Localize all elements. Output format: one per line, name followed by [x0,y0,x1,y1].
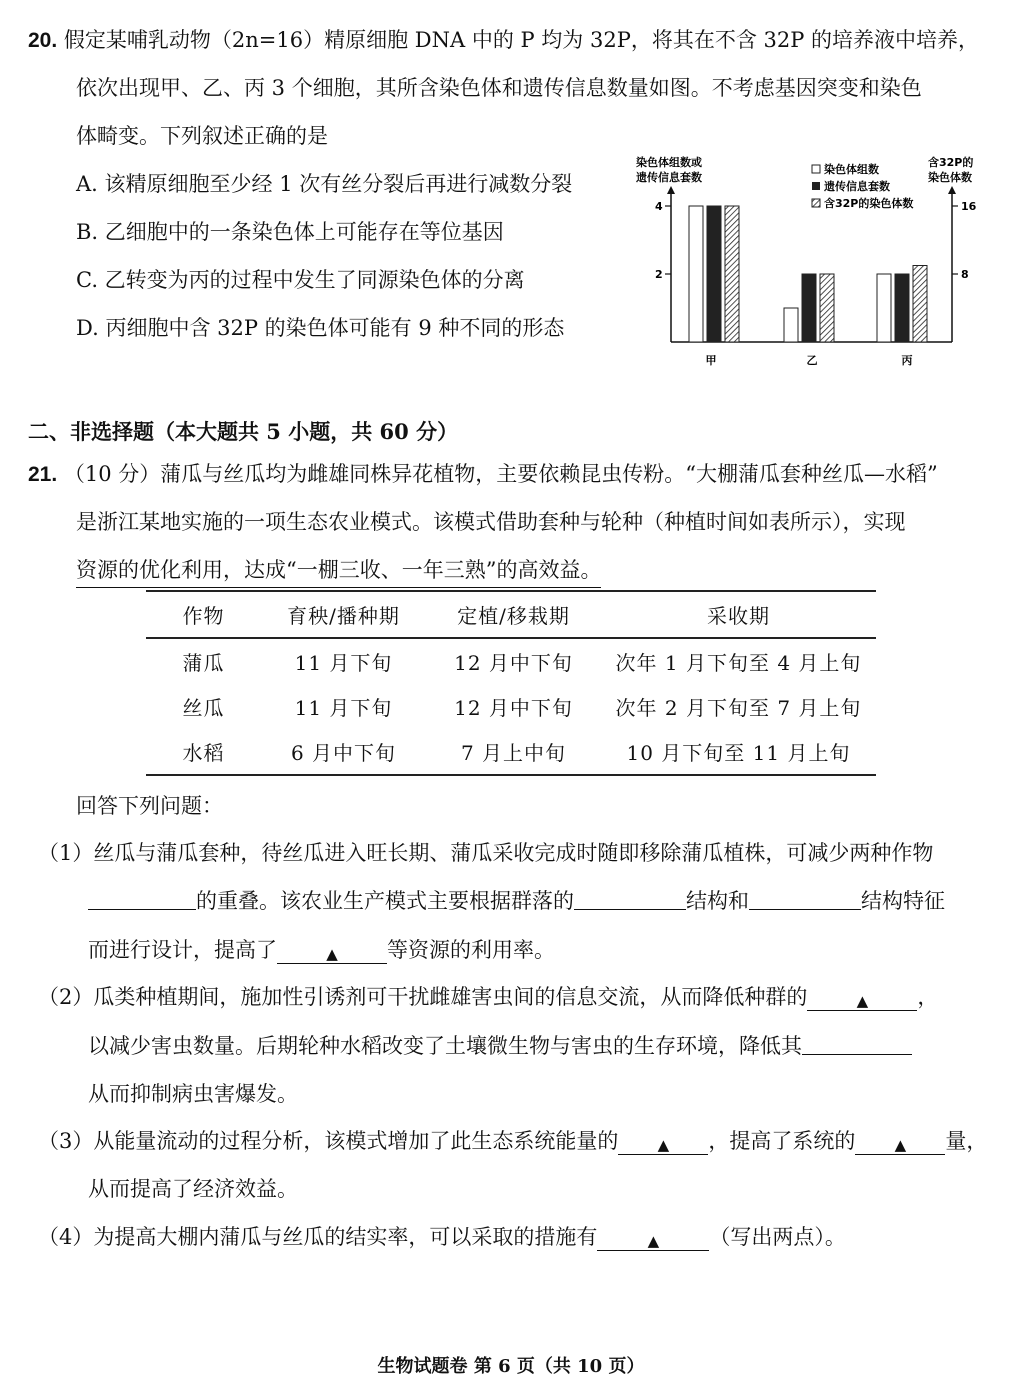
q21-intro-line1: （10 分）蒲瓜与丝瓜均为雌雄同株异花植物，主要依赖昆虫传粉。“大棚蒲瓜套种丝瓜—水稻” [63,462,938,486]
right-tick-8: 8 [961,268,969,281]
left-tick-4: 4 [655,200,663,213]
q21-part2-line2 [88,1036,912,1057]
legend-swatch-hatched [812,199,820,207]
q20-number: 20. [28,29,58,52]
legend-label-3: 含32P的染色体数 [824,197,914,210]
table-cell: 次年 2 月下旬至 7 月上旬 [615,696,862,720]
left-axis-label-1: 染色体组数或 [636,156,702,169]
table-cell: 6 月中下旬 [290,741,397,765]
q20-line-1 [28,30,979,51]
q21-part1-line1: （1）丝瓜与蒲瓜套种，待丝瓜进入旺长期、蒲瓜采收完成时随即移除蒲瓜植株，可减少两种作物 [38,841,934,865]
answer-blank-7[interactable]: ▲ [618,1136,708,1155]
table-cell: 水稻 [182,741,225,765]
left-tick-2: 2 [655,268,663,281]
category-label-bing: 丙 [901,354,913,367]
bar-甲-含32P的染色体数 [725,206,739,342]
q21-prompt: 回答下列问题： [76,794,223,818]
right-axis-label-2: 染色体数 [928,171,972,184]
q21-part2-text-c: 以减少害虫数量。后期轮种水稻改变了土壤微生物与害虫的生存环境，降低其 [88,1034,802,1058]
category-label-yi: 乙 [806,354,818,367]
table-cell: 次年 1 月下旬至 4 月上旬 [615,651,862,675]
q20-stem-line1: 假定某哺乳动物（2n=16）精原细胞 DNA 中的 P 均为 32P，将其在不含 32P 的培养液中培养， [63,28,980,52]
bar-丙-染色体组数 [877,274,891,342]
table-cell: 11 月下旬 [294,651,393,675]
table-cell: 10 月下旬至 11 月上旬 [626,741,851,765]
bar-乙-遗传信息套数 [802,274,816,342]
table-header-cell: 育秧/播种期 [287,604,400,628]
q20-option-c[interactable]: C. 乙转变为丙的过程中发生了同源染色体的分离 [76,268,525,292]
q20-stem-line3: 体畸变。下列叙述正确的是 [76,124,328,148]
table-header-row [146,591,876,638]
q21-part3-line2: 从而提高了经济效益。 [88,1177,298,1201]
q21-part1-line2 [88,891,945,912]
right-axis-label-1: 含32P的 [928,156,974,169]
table-row [146,638,876,684]
q21-part1-text-d: 结构特征 [861,889,945,913]
legend-swatch-white [812,165,820,173]
answer-blank-9[interactable]: ▲ [597,1232,709,1251]
q21-part1-text-f: 等资源的利用率。 [387,938,555,962]
q21-part3-text-b: ，提高了系统的 [708,1129,856,1153]
q21-part2-line1 [38,987,938,1011]
q21-part4-text-a: （4）为提高大棚内蒲瓜与丝瓜的结实率，可以采取的措施有 [38,1225,598,1249]
category-label-jia: 甲 [705,354,717,367]
legend-label-1: 染色体组数 [824,163,879,176]
table-row [146,684,876,729]
answer-blank-8[interactable]: ▲ [855,1136,945,1155]
left-axis-label-2: 遗传信息套数 [636,171,702,184]
bar-丙-遗传信息套数 [895,274,909,342]
chromosome-bar-chart [620,150,1000,375]
q21-part2-text-b: ， [917,985,939,1009]
q21-part3-text-c: 量， [945,1129,988,1153]
q21-intro-line3: 资源的优化利用，达成“一棚三收、一年三熟”的高效益。 [76,560,601,588]
q21-part4-text-b: （写出两点）。 [709,1225,846,1249]
answer-blank-3[interactable] [749,891,861,910]
answer-blank-6[interactable] [802,1036,912,1055]
bar-series-group [689,206,927,342]
answer-blank-4[interactable]: ▲ [277,945,387,964]
table-cell: 丝瓜 [182,696,225,720]
planting-schedule-table [146,590,876,776]
q21-part1-line3 [88,940,555,964]
table-cell: 12 月中下旬 [454,696,573,720]
q20-stem-line2: 依次出现甲、乙、丙 3 个细胞，其所含染色体和遗传信息数量如图。不考虑基因突变和染色 [76,76,922,100]
bar-甲-遗传信息套数 [707,206,721,342]
q21-part3-text-a: （3）从能量流动的过程分析，该模式增加了此生态系统能量的 [38,1129,619,1153]
q21-part2-text-a: （2）瓜类种植期间，施加性引诱剂可干扰雌雄害虫间的信息交流，从而降低种群的 [38,985,808,1009]
answer-blank-2[interactable] [574,891,686,910]
q21-part1-text-b: 的重叠。该农业生产模式主要根据群落的 [196,889,574,913]
section2-title: 二、非选择题（本大题共 5 小题，共 60 分） [28,419,459,444]
table-row [146,729,876,775]
q21-part2-line3: 从而抑制病虫害爆发。 [88,1082,298,1106]
table-cell: 7 月上中旬 [460,741,567,765]
q20-option-b[interactable]: B. 乙细胞中的一条染色体上可能存在等位基因 [76,220,504,244]
bar-丙-含32P的染色体数 [913,266,927,343]
left-axis-arrow [667,186,675,194]
q21-part1-text-c: 结构和 [686,889,749,913]
q21-line-1 [28,464,938,485]
table-header-cell: 采收期 [707,604,770,628]
q21-part1-text-e: 而进行设计，提高了 [88,938,277,962]
table-header-cell: 定植/移栽期 [457,604,570,628]
bar-乙-含32P的染色体数 [820,274,834,342]
table-cell: 11 月下旬 [294,696,393,720]
table-cell: 蒲瓜 [182,651,225,675]
bar-甲-染色体组数 [689,206,703,342]
page-footer: 生物试题卷 第 6 页（共 10 页） [377,1356,645,1377]
table-header-cell: 作物 [182,604,225,628]
q21-part4-line1 [38,1227,846,1251]
answer-blank-5[interactable]: ▲ [807,992,917,1011]
legend-label-2: 遗传信息套数 [824,180,890,193]
q21-number: 21. [28,463,58,486]
right-tick-16: 16 [961,200,977,213]
q21-intro-line2: 是浙江某地实施的一项生态农业模式。该模式借助套种与轮种（种植时间如表所示），实现 [76,510,906,534]
right-axis-arrow [948,186,956,194]
bar-乙-染色体组数 [784,308,798,342]
table-cell: 12 月中下旬 [454,651,573,675]
q20-option-d[interactable]: D. 丙细胞中含 32P 的染色体可能有 9 种不同的形态 [76,316,565,340]
answer-blank-1[interactable] [88,891,196,910]
q21-part3-line1 [38,1131,987,1155]
q20-option-a[interactable]: A. 该精原细胞至少经 1 次有丝分裂后再进行减数分裂 [76,172,573,196]
legend-swatch-black [812,182,820,190]
